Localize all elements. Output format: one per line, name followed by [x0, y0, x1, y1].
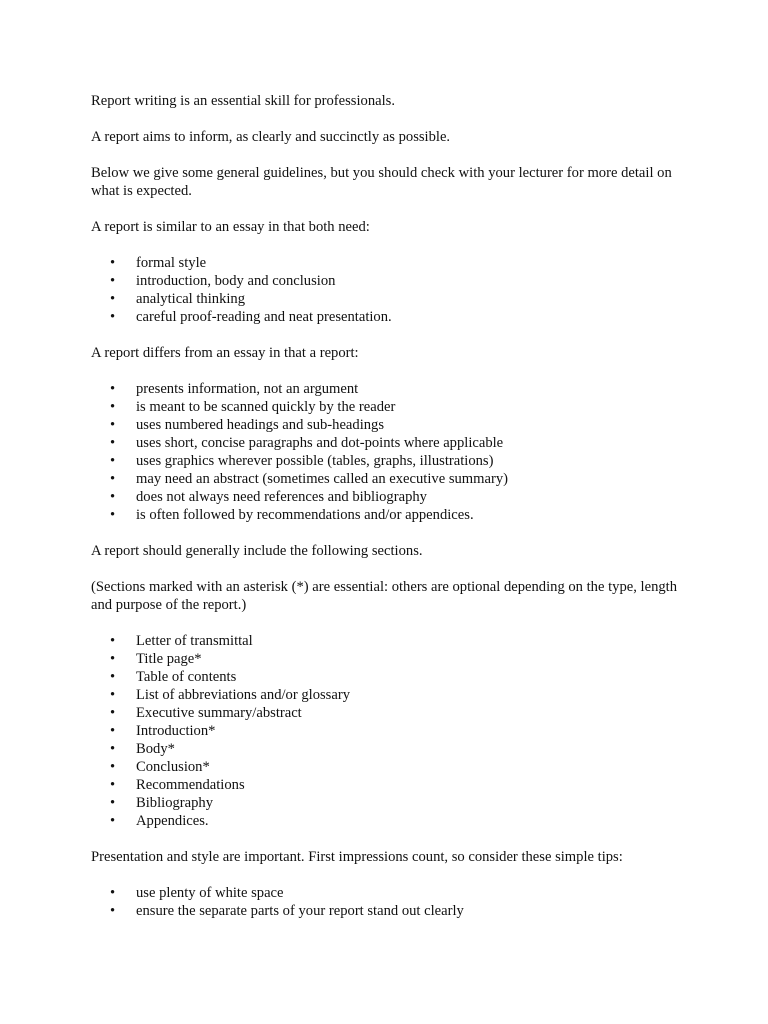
differs-list	[91, 380, 688, 524]
intro-paragraph-1: Report writing is an essential skill for professionals.	[91, 93, 395, 109]
list-item: • careful proof-reading and neat presentation.	[136, 308, 688, 326]
list-item: • does not always need references and bibliography	[136, 488, 688, 506]
similar-list	[91, 254, 688, 326]
list-item: • formal style	[136, 254, 688, 272]
list-item: • Table of contents	[136, 668, 688, 686]
list-item: • use plenty of white space	[136, 884, 688, 902]
list-item: • may need an abstract (sometimes called an executive summary)	[136, 470, 688, 488]
list-item: • ensure the separate parts of your report stand out clearly	[136, 902, 688, 920]
list-item: • Bibliography	[136, 794, 688, 812]
list-item: • Conclusion*	[136, 758, 688, 776]
similar-heading: A report is similar to an essay in that both need:	[91, 219, 370, 235]
list-item: • Appendices.	[136, 812, 688, 830]
list-item: • List of abbreviations and/or glossary	[136, 686, 688, 704]
list-item: • presents information, not an argument	[136, 380, 688, 398]
list-item: • analytical thinking	[136, 290, 688, 308]
presentation-heading: Presentation and style are important. First impressions count, so consider these simple tips:	[91, 849, 623, 865]
intro-paragraph-2: A report aims to inform, as clearly and succinctly as possible.	[91, 129, 451, 145]
intro-paragraph-3: Below we give some general guidelines, but you should check with your lecturer for more detail on what is expected.	[91, 165, 672, 199]
list-item: • uses numbered headings and sub-headings	[136, 416, 688, 434]
sections-heading: A report should generally include the following sections.	[91, 543, 423, 559]
differs-heading: A report differs from an essay in that a report:	[91, 345, 359, 361]
sections-note: (Sections marked with an asterisk (*) are essential: others are optional depending on the type, length and purpose of the report.)	[91, 579, 678, 613]
list-item: • Introduction*	[136, 722, 688, 740]
list-item: • is often followed by recommendations and/or appendices.	[136, 506, 688, 524]
list-item: • Title page*	[136, 650, 688, 668]
list-item: • uses graphics wherever possible (tables, graphs, illustrations)	[136, 452, 688, 470]
list-item: • Recommendations	[136, 776, 688, 794]
list-item: • Body*	[136, 740, 688, 758]
list-item: • is meant to be scanned quickly by the reader	[136, 398, 688, 416]
list-item: • uses short, concise paragraphs and dot-points where applicable	[136, 434, 688, 452]
list-item: • Letter of transmittal	[136, 632, 688, 650]
tips-list	[91, 884, 688, 920]
list-item: • introduction, body and conclusion	[136, 272, 688, 290]
sections-list	[91, 632, 688, 830]
list-item: • Executive summary/abstract	[136, 704, 688, 722]
